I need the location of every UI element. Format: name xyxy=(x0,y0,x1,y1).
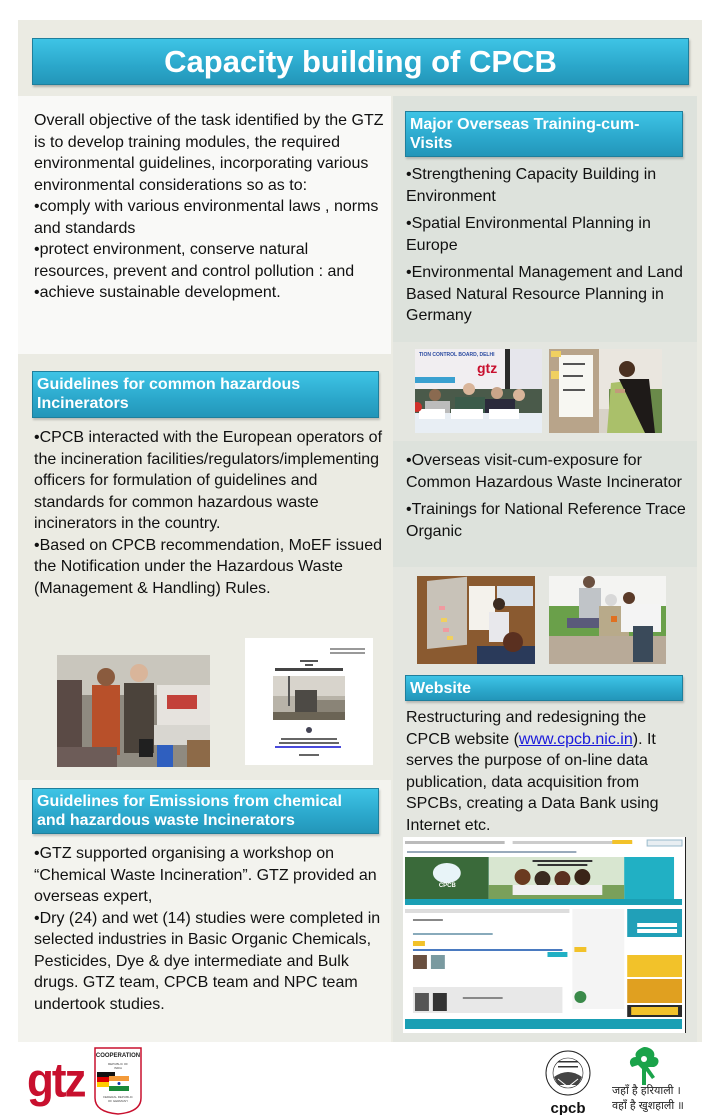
cooperation-badge xyxy=(93,1046,143,1116)
overseas-text-2 xyxy=(406,450,691,548)
svg-text:INDIA: INDIA xyxy=(113,1066,123,1070)
overseas-header: Major Overseas Training-cum-Visits xyxy=(405,111,683,157)
overseas-bullet: •Environmental Management and Land Based Natural Resource Planning in Germany xyxy=(406,264,683,324)
intro-bullet: •protect environment, conserve natural resources, prevent and control pollution : and xyxy=(34,241,355,280)
svg-text:TION CONTROL BOARD, DELHI: TION CONTROL BOARD, DELHI xyxy=(419,352,495,358)
incinerators-bullet: •CPCB interacted with the European operators of the incineration facilities/regulators/implementing officers for formulation of guidelines and standards for common hazardous waste incinerators in the country. xyxy=(34,429,383,532)
emissions-bullet: •Dry (24) and wet (14) studies were completed in selected industries in Basic Organic Chemicals, Pesticides, Dye & dye intermediate and Bulk drugs. GTZ team, CPCB team and NPC team undertook studies. xyxy=(34,909,381,1013)
intro-line: Overall objective of the task identified by the GTZ is to develop training modules, the required environmental guidelines, incorporating various environmental considerations so as to: xyxy=(34,112,384,194)
website-header: Website xyxy=(405,675,683,701)
svg-text:REPUBLIC OF: REPUBLIC OF xyxy=(107,1062,129,1066)
field-visit-photo xyxy=(549,576,666,664)
website-text-after: ). It serves the purpose of on-line data publication, data acquisition from SPCBs, creating a Data Bank using Internet etc. xyxy=(406,730,659,834)
website-text-before: Restructuring and redesigning the CPCB website ( xyxy=(406,709,647,748)
intro-bullet: •comply with various environmental laws , norms and standards xyxy=(34,198,379,237)
hindi-slogan-line1: जहाँ है हरियाली । xyxy=(612,1085,681,1097)
hindi-slogan xyxy=(612,1084,684,1114)
presenter-photo xyxy=(549,349,662,433)
training-photo xyxy=(417,576,535,664)
emissions-bullet: •GTZ supported organising a workshop on “Chemical Waste Incineration”. GTZ provided an overseas expert, xyxy=(34,845,377,905)
cpcb-website-link[interactable]: www.cpcb.nic.in xyxy=(518,730,633,748)
svg-text:FEDERAL REPUBLIC: FEDERAL REPUBLIC xyxy=(103,1095,133,1099)
website-screenshot xyxy=(403,837,686,1033)
gtz-logo: gtz xyxy=(27,1053,85,1108)
tree-person-icon xyxy=(624,1045,664,1087)
incinerators-text xyxy=(34,427,384,599)
website-text xyxy=(406,707,691,836)
intro-bullet: •achieve sustainable development. xyxy=(34,284,281,301)
title-banner xyxy=(32,38,689,85)
cpcb-wordmark: cpcb xyxy=(550,1100,586,1115)
overseas-bullet: •Spatial Environmental Planning in Europe xyxy=(406,215,651,254)
emissions-text xyxy=(34,843,386,1015)
svg-text:COOPERATION: COOPERATION xyxy=(95,1053,141,1059)
svg-text:OF GERMANY: OF GERMANY xyxy=(107,1099,129,1103)
conference-photo xyxy=(415,349,542,433)
incinerators-bullet: •Based on CPCB recommendation, MoEF issued the Notification under the Hazardous Waste (Management & Handling) Rules. xyxy=(34,536,382,597)
overseas-bullet: •Overseas visit-cum-exposure for Common Hazardous Waste Incinerator xyxy=(406,452,682,491)
overseas-text xyxy=(406,164,691,333)
overseas-bullet: •Trainings for National Reference Trace Organic xyxy=(406,501,686,540)
lab-visit-photo xyxy=(57,655,210,767)
svg-text:gtz: gtz xyxy=(477,360,498,376)
guidelines-cover-image xyxy=(245,638,373,765)
cpcb-logo xyxy=(538,1049,598,1115)
hindi-slogan-line2: वहाँ है खुशहाली ॥ xyxy=(612,1100,684,1112)
overseas-bullet: •Strengthening Capacity Building in Environment xyxy=(406,166,657,205)
intro-text xyxy=(34,110,384,304)
emissions-header: Guidelines for Emissions from chemical and hazardous waste Incinerators xyxy=(32,788,379,834)
svg-text:CPCB: CPCB xyxy=(438,882,456,890)
incinerators-header: Guidelines for common hazardous Incinerators xyxy=(32,371,379,418)
page-title: Capacity building of CPCB xyxy=(164,43,557,79)
